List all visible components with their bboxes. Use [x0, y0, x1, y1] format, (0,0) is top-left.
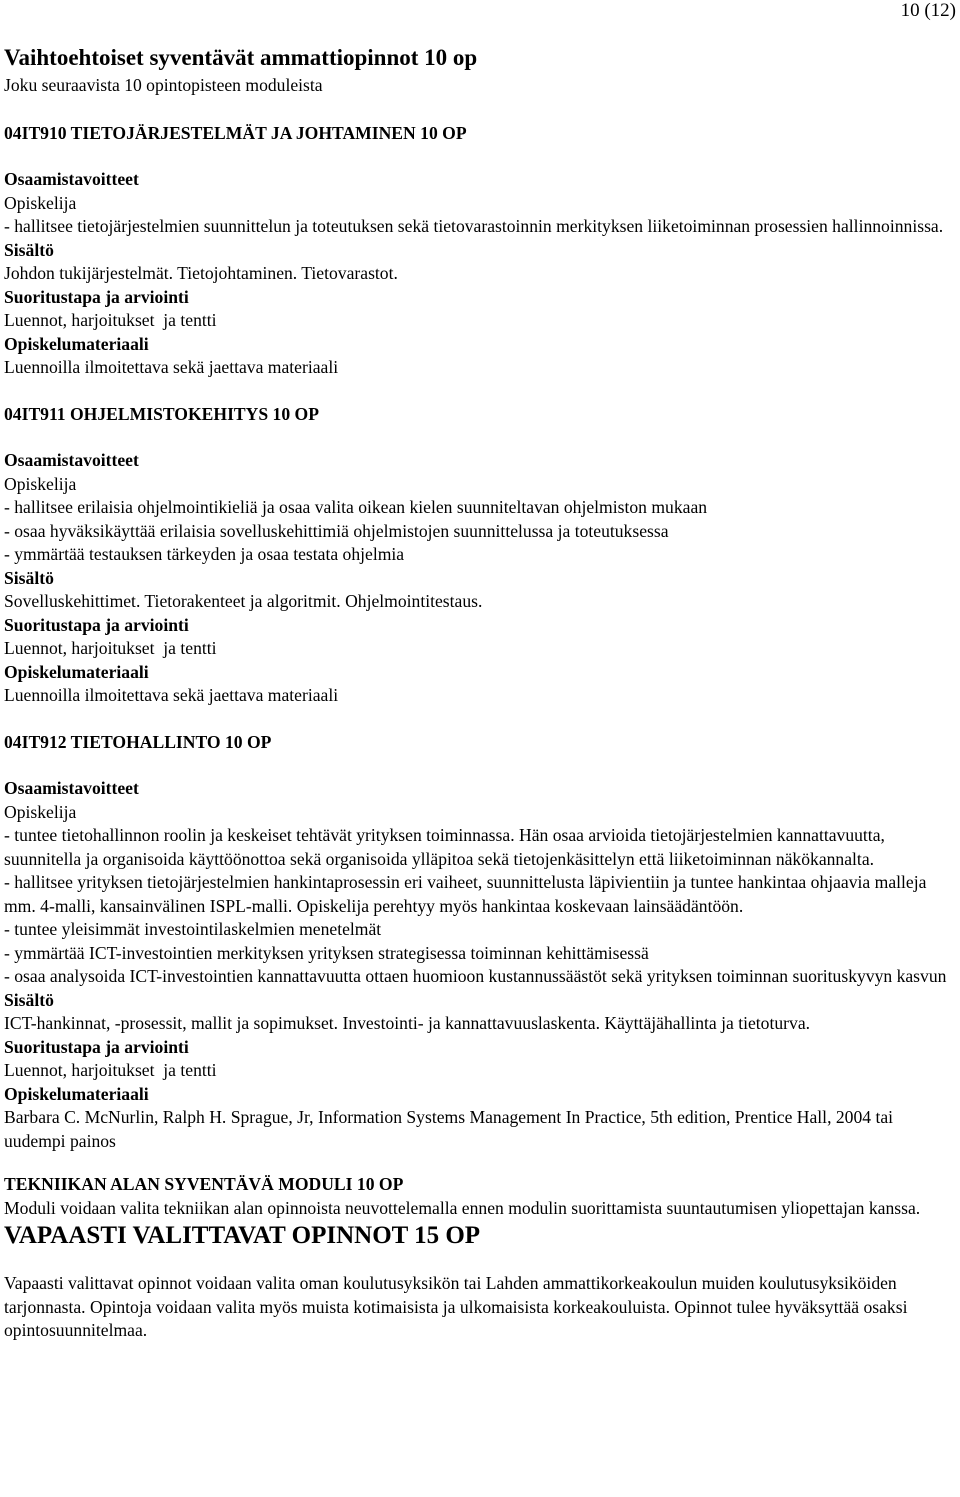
- objective-item: - hallitsee tietojärjestelmien suunnittelun ja toteutuksen sekä tietovarastoinnin merkityksen liiketoiminnan prosessien hallinnoinnissa.: [4, 216, 944, 236]
- material-label: Opiskelumateriaali: [4, 661, 149, 682]
- objective-item: - tuntee yleisimmät investointilaskelmien menetelmät: [4, 919, 382, 939]
- module-title: 04IT912 TIETOHALLINTO 10 OP: [4, 731, 272, 752]
- free-studies: [4, 1220, 952, 1343]
- page-title: Vaihtoehtoiset syventävät ammattiopinnot 10 op: [4, 45, 478, 70]
- assessment-label: Suoritustapa ja arviointi: [4, 1036, 189, 1057]
- technical-module-text: Moduli voidaan valita tekniikan alan opinnoista neuvottelemalla ennen modulin suorittamista suuntautumisen yliopettajan kanssa.: [4, 1197, 921, 1218]
- material-label: Opiskelumateriaali: [4, 1083, 149, 1104]
- free-studies-text: Vapaasti valittavat opinnot voidaan valita oman koulutusyksikön tai Lahden ammattikorkeakoulun muiden koulutusyksiköiden tarjonnasta. Opintoja voidaan valita myös muista kotimaisista ja ulkomaisista korkeakouluista. Opinnot tulee hyväksyttää osaksi opintosuunnitelmaa.: [4, 1273, 908, 1340]
- objective-item: - ymmärtää testauksen tärkeyden ja osaa testata ohjelmia: [4, 544, 405, 564]
- objectives-label: Osaamistavoitteet: [4, 169, 139, 189]
- student-label: Opiskelija: [4, 192, 77, 213]
- technical-module: [4, 1173, 952, 1220]
- objective-item: - tuntee tietohallinnon roolin ja keskeiset tehtävät yrityksen toiminnassa. Hän osaa arvioida tietojärjestelmien kannattavuutta, suunnitella ja organisoida käyttöönottoa sekä organisoida ylläpitoa sekä tietojenkäsittelyn että liiketoiminnan näkökannalta.: [4, 825, 885, 869]
- student-label: Opiskelija: [4, 801, 77, 822]
- module-04it911: [4, 403, 952, 708]
- content-label: Sisältö: [4, 567, 54, 588]
- page-number: 10 (12): [900, 0, 956, 21]
- module-title: 04IT910 TIETOJÄRJESTELMÄT JA JOHTAMINEN 10 OP: [4, 122, 467, 143]
- content-label: Sisältö: [4, 239, 54, 260]
- objective-item: - ymmärtää ICT-investointien merkityksen yrityksen strategisessa toiminnan kehittämisessä: [4, 942, 649, 963]
- objective-item: - hallitsee erilaisia ohjelmointikieliä ja osaa valita oikean kielen suunniteltavan ohjelmiston mukaan: [4, 497, 708, 517]
- material-text: Luennoilla ilmoitettava sekä jaettava materiaali: [4, 685, 339, 705]
- assessment-text: Luennot, harjoitukset ja tentti: [4, 638, 217, 658]
- content-label: Sisältö: [4, 989, 54, 1010]
- technical-module-title: TEKNIIKAN ALAN SYVENTÄVÄ MODULI 10 OP: [4, 1174, 404, 1194]
- assessment-label: Suoritustapa ja arviointi: [4, 286, 189, 307]
- content-text: ICT-hankinnat, -prosessit, mallit ja sopimukset. Investointi- ja kannattavuuslaskenta. Käyttäjähallinta ja tietoturva.: [4, 1013, 811, 1033]
- module-title: 04IT911 OHJELMISTOKEHITYS 10 OP: [4, 403, 319, 424]
- content-text: Sovelluskehittimet. Tietorakenteet ja algoritmit. Ohjelmointitestaus.: [4, 591, 483, 611]
- objectives-label: Osaamistavoitteet: [4, 778, 139, 798]
- objective-item: - osaa hyväksikäyttää erilaisia sovelluskehittimiä ohjelmistojen suunnittelussa ja toteutuksessa: [4, 520, 669, 541]
- objective-item: - hallitsee yrityksen tietojärjestelmien hankintaprosessin eri vaiheet, suunnittelusta läpivientiin ja tuntee hankintaa ohjaavia malleja mm. 4-malli, kansainvälinen ISPL-malli. Opiskelija perehtyy myös hankintaa koskevaan lainsäädäntöön.: [4, 872, 927, 916]
- objectives-label: Osaamistavoitteet: [4, 450, 139, 470]
- page-subtitle: Joku seuraavista 10 opintopisteen moduleista: [4, 75, 323, 95]
- material-text: Luennoilla ilmoitettava sekä jaettava materiaali: [4, 357, 339, 377]
- module-04it912: [4, 731, 952, 1154]
- content-text: Johdon tukijärjestelmät. Tietojohtaminen. Tietovarastot.: [4, 263, 398, 283]
- assessment-text: Luennot, harjoitukset ja tentti: [4, 1060, 217, 1080]
- module-04it910: [4, 122, 952, 380]
- assessment-label: Suoritustapa ja arviointi: [4, 614, 189, 635]
- free-studies-title: VAPAASTI VALITTAVAT OPINNOT 15 OP: [4, 1222, 481, 1249]
- material-text: Barbara C. McNurlin, Ralph H. Sprague, Jr, Information Systems Management In Practice, 5th edition, Prentice Hall, 2004 tai uudempi painos: [4, 1107, 894, 1151]
- material-label: Opiskelumateriaali: [4, 333, 149, 354]
- assessment-text: Luennot, harjoitukset ja tentti: [4, 310, 217, 330]
- student-label: Opiskelija: [4, 473, 77, 494]
- objective-item: - osaa analysoida ICT-investointien kannattavuutta ottaen huomioon kustannussäästöt sekä yrityksen toiminnan suorituskyvyn kasvun: [4, 966, 947, 986]
- document-body: [4, 42, 952, 1343]
